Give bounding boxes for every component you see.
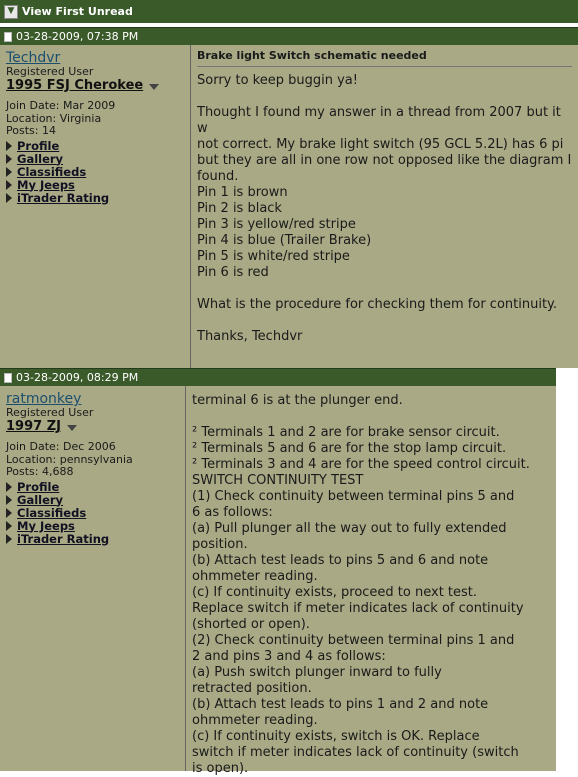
- gallery-link[interactable]: [6, 494, 179, 507]
- link-label: Gallery: [17, 492, 64, 507]
- user-role: Registered User: [6, 406, 94, 419]
- chevron-down-icon[interactable]: [67, 425, 77, 431]
- gallery-link[interactable]: [6, 153, 184, 166]
- triangle-right-icon: [6, 180, 12, 190]
- itrader-rating-link[interactable]: [6, 192, 184, 205]
- triangle-right-icon: [6, 521, 12, 531]
- vehicle-label: 1995 FSJ Cherokee: [6, 77, 144, 93]
- vehicle-link[interactable]: [6, 77, 184, 93]
- post-title: Brake light Switch schematic needed: [197, 45, 572, 67]
- user-info: [0, 386, 186, 771]
- post-icon: [4, 32, 12, 42]
- post: [0, 45, 578, 368]
- link-label: My Jeeps: [17, 177, 75, 192]
- link-label: Profile: [17, 138, 60, 153]
- post-body: terminal 6 is at the plunger end. ² Terminals 1 and 2 are for brake sensor circuit. ² Terminals 5 and 6 are for the stop lamp circuit. ² Terminals 3 and 4 are for the speed control circuit. SWITCH CONTINUITY TEST (1) Check continuity between terminal pins 5 and 6 as follows: (a) Pull plunger all the way out to fully extended position. (b) Attach test leads to pins 5 and 6 and note ohmmeter reading. (c) If continuity exists, proceed to next test. Replace switch if meter indicates lack of continuity (shorted or open). (2) Check continuity between terminal pins 1 and 2 and pins 3 and 4 as follows: (a) Push switch plunger inward to fully retracted position. (b) Attach test leads to pins 1 and 2 and note ohmmeter reading. (c) If continuity exists, switch is OK. Replace switch if meter indicates lack of continuity (switch is open).: [192, 393, 530, 776]
- view-first-unread-link[interactable]: View First Unread: [22, 5, 133, 18]
- triangle-right-icon: [6, 534, 12, 544]
- classifieds-link[interactable]: [6, 507, 179, 520]
- post-count: Posts: 14: [6, 124, 56, 137]
- link-label: iTrader Rating: [17, 190, 110, 205]
- post: [0, 386, 556, 776]
- post-message: [186, 386, 556, 776]
- triangle-right-icon: [6, 167, 12, 177]
- post-count: Posts: 4,688: [6, 465, 74, 478]
- chevron-down-icon[interactable]: [149, 84, 159, 90]
- username-link[interactable]: Techdvr: [6, 50, 61, 66]
- post-date: 03-28-2009, 08:29 PM: [16, 371, 139, 384]
- classifieds-link[interactable]: [6, 166, 184, 179]
- post-header: [0, 27, 578, 45]
- triangle-right-icon: [6, 154, 12, 164]
- post-body: Sorry to keep buggin ya! Thought I found my answer in a thread from 2007 but it w not correct. My brake light switch (95 GCL 5.2L) has 6 pi but they are all in one row not opposed like the diagram I found. Pin 1 is brown Pin 2 is black Pin 3 is yellow/red stripe Pin 4 is blue (Trailer Brake) Pin 5 is white/red stripe Pin 6 is red What is the procedure for checking them for continuity. Thanks, Techdvr: [197, 73, 572, 344]
- down-arrow-icon: ▼: [4, 5, 18, 19]
- my-jeeps-link[interactable]: [6, 179, 184, 192]
- triangle-right-icon: [6, 193, 12, 203]
- itrader-rating-link[interactable]: [6, 533, 179, 546]
- join-date: Join Date: Mar 2009: [6, 99, 116, 112]
- triangle-right-icon: [6, 495, 12, 505]
- vehicle-label: 1997 ZJ: [6, 418, 61, 434]
- view-first-unread-bar[interactable]: [0, 0, 578, 23]
- link-label: Classifieds: [17, 505, 87, 520]
- location: Location: pennsylvania: [6, 452, 133, 466]
- link-label: Classifieds: [17, 164, 87, 179]
- post-date: 03-28-2009, 07:38 PM: [16, 30, 139, 43]
- triangle-right-icon: [6, 508, 12, 518]
- triangle-right-icon: [6, 141, 12, 151]
- post-header: [0, 368, 556, 386]
- link-label: Gallery: [17, 151, 64, 166]
- username-link[interactable]: ratmonkey: [6, 391, 82, 407]
- link-label: iTrader Rating: [17, 531, 110, 546]
- triangle-right-icon: [6, 482, 12, 492]
- link-label: Profile: [17, 479, 60, 494]
- user-role: Registered User: [6, 65, 94, 78]
- profile-link[interactable]: [6, 481, 179, 494]
- my-jeeps-link[interactable]: [6, 520, 179, 533]
- link-label: My Jeeps: [17, 518, 75, 533]
- profile-link[interactable]: [6, 140, 184, 153]
- post-message: [191, 45, 578, 368]
- join-date: Join Date: Dec 2006: [6, 440, 116, 453]
- post-icon: [4, 373, 12, 383]
- user-info: [0, 45, 191, 368]
- vehicle-link[interactable]: [6, 418, 179, 434]
- location: Location: Virginia: [6, 111, 102, 125]
